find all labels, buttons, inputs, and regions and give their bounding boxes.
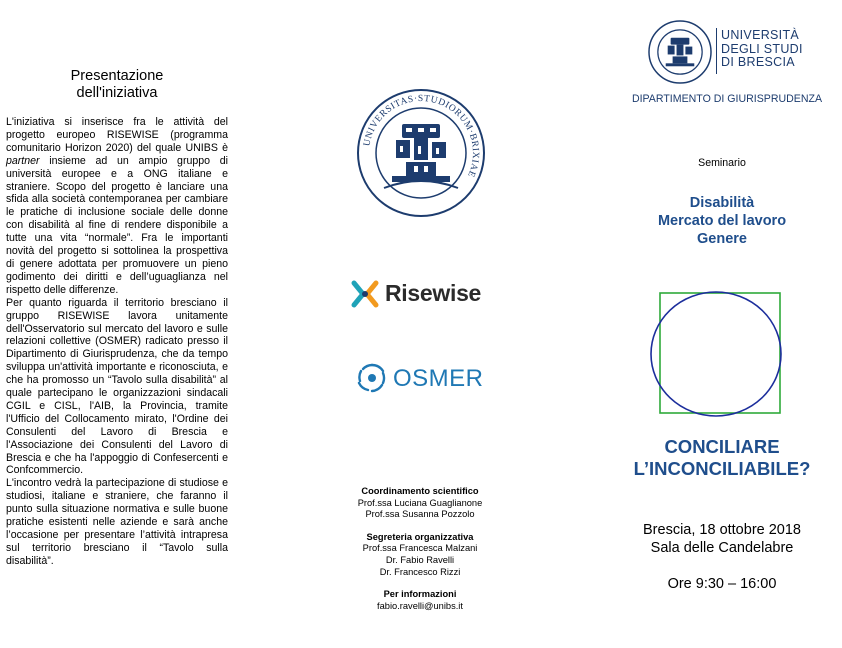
seminar-topics: Disabilità Mercato del lavoro Genere: [657, 195, 787, 247]
seminar-title: CONCILIARE L’INCONCILIABILE?: [633, 436, 811, 479]
presentation-paragraph-1: L'iniziativa si inserisce fra le attività del progetto europeo RISEWISE (programma comunitario Horizon 2020) del quale UNIBS è partner insieme ad un ampio gruppo di università europee e a ONG italiane e straniere. Scopo del progetto è lanciare una sfida alla società contemporanea per cambiare le pratiche di inclusione sociale delle donne con disabilità al fine di rendere disponibile a tutte una vita “normale”. Fra le importanti novità del progetto si sottolinea la prospettiva di genere adottata per promuovere un pieno godimento dei diritti e dell’uguaglianza nel rispetto delle differenze.: [6, 116, 228, 296]
segreteria-member: Dr. Fabio Ravelli: [385, 554, 455, 565]
contacts-block: [330, 486, 510, 612]
event-time: Ore 9:30 – 16:00: [667, 576, 777, 592]
coordinatore: Prof.ssa Susanna Pozzolo: [365, 509, 475, 520]
svg-text:UNIVERSITAS·STUDIORUM·BRIXIAE: UNIVERSITAS·STUDIORUM·BRIXIAE: [362, 93, 481, 179]
risewise-logo: Risewise: [350, 278, 495, 310]
presentation-column: [6, 68, 228, 568]
circle-square-emblem: [648, 290, 788, 429]
info-heading: Per informazioni: [383, 589, 457, 600]
university-seal-large: [356, 88, 486, 218]
coordinatore: Prof.ssa Luciana Guaglianone: [357, 497, 483, 508]
coordinamento-heading: Coordinamento scientifico: [361, 486, 479, 496]
university-seal-small: [648, 20, 712, 84]
segreteria-member: Prof.ssa Francesca Malzani: [362, 543, 478, 554]
university-name: UNIVERSITÀ DEGLI STUDI DI BRESCIA: [721, 28, 803, 69]
presentation-paragraph-3: L'incontro vedrà la partecipazione di studiose e studiosi, italiane e straniere, che faranno il punto sulla situazione normativa e sulle buone pratiche esistenti nelle aziende e sarà anche l’occasione per presentare l’attività intrapresa sul territorio bresciano il “Tavolo sulla disabilità”.: [6, 477, 228, 567]
osmer-logo: OSMER: [355, 360, 485, 396]
osmer-swirl-icon: [355, 361, 389, 395]
presentation-title: Presentazione dell'iniziativa: [70, 68, 164, 101]
segreteria-heading: Segreteria organizzativa: [366, 531, 474, 542]
brand-divider: [716, 28, 717, 74]
risewise-mark-icon: [350, 279, 380, 309]
event-type: Seminario: [698, 157, 746, 169]
event-place-date: Brescia, 18 ottobre 2018 Sala delle Candelabre: [643, 522, 801, 556]
department-name: DIPARTIMENTO DI GIURISPRUDENZA: [631, 93, 823, 105]
presentation-paragraph-2: Per quanto riguarda il territorio bresciano il gruppo RISEWISE lavora unitamente dell'Osservatorio sul mercato del lavoro e sulle relazioni collettive (OSMER) radicato presso il Dipartimento di Giurisprudenza, che da tempo sviluppa un'attività importante e riconosciuta, e che ha promosso un “Tavolo sulla disabilità” al quale partecipano le organizzazioni sindacali CGIL e CISL, l'AIB, la Provincia, tramite l'Ufficio del Collocamento mirato, l'Ordine dei Consulenti del Lavoro di Brescia e l'Associazione dei Consulenti del Lavoro di Brescia e che ha l'appoggio di Confesercenti e Confcommercio.: [6, 296, 228, 477]
info-email-link[interactable]: fabio.ravelli@unibs.it: [377, 600, 463, 611]
segreteria-member: Dr. Francesco Rizzi: [379, 566, 461, 577]
